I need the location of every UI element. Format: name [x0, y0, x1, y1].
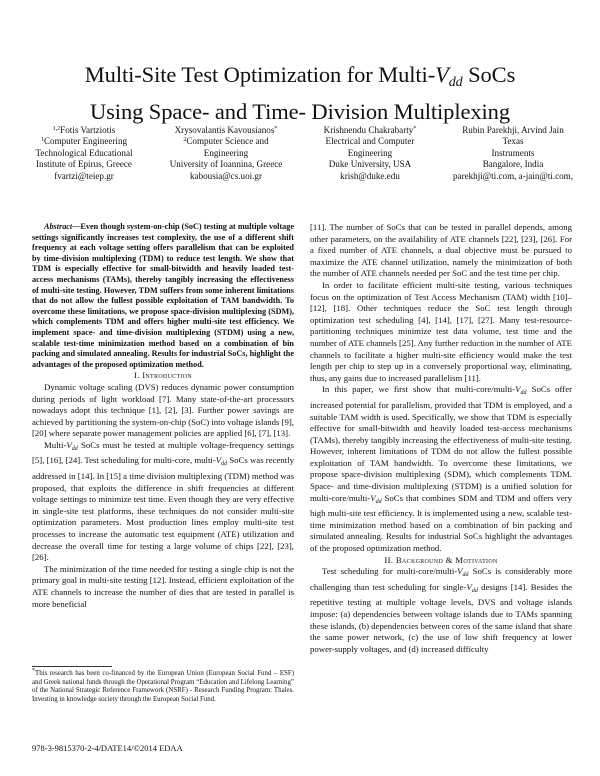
isbn-line: 978-3-9815370-2-4/DATE14/©2014 EDAA [32, 743, 183, 753]
section-heading-background: II. Background & Motivation [384, 554, 498, 565]
right-paragraph-1: [11]. The number of SoCs that can be tested in parallel depends, among other parameters, on the availability of ATE channels [22], [23], [26]. For a fixed number of ATE channels, a dual objective must be pursued to maximize the ATE channel utilization, namely the minimization of both the number of ATE channels needed per SoC and the test time per chip. [310, 222, 572, 279]
footnote-rule [32, 666, 112, 667]
author-1-email: fvartzi@teiep.gr [54, 170, 114, 181]
abstract: Abstract—Even though system-on-chip (SoC) testing at multiple voltage settings significantly increases test complexity, the use of a different shift frequency at each voltage setting offers parallelism that can be exploited by time-division multiplexing (TDM) to reduce test length. We show that TDM is especially effective for small-bitwidth and heavily loaded test-access mechanisms (TAMs), thereby tangibly increasing the effectiveness of multi-site testing. However, TDM suffers from some inherent limitations that do not allow the fullest possible exploitation of TAM bandwidth. To overcome these limitations, we propose space-division multiplexing (SDM), which complements TDM and offers higher multi-site test efficiency. We implement space- and time-division multiplexing (STDM) using a new, scalable test-time minimization method based on a combination of bin packing and simulated annealing. Results for industrial SoCs, highlight the advantages of the proposed optimization method. [32, 222, 294, 369]
intro-paragraph-3: The minimization of the time needed for testing a single chip is not the primary goal in multi-site testing [12]. Instead, efficient exploitation of the ATE channels to increase the number of dies that are tested in parallel is more beneficial [32, 563, 294, 609]
author-3-email: krish@duke.edu [340, 170, 400, 181]
right-paragraph-2: In order to facilitate efficient multi-site testing, various techniques focus on the optimization of Test Access Mechanism (TAM) width [10]–[12], [18]. Other techniques reduce the SoC test length through optimization test scheduling [4], [14], [17], [27]. Many test-resource-partitioning techniques minimize test data volume, test time and the number of ATE channels [25]. Any further reduction in the number of ATE channels to facilitate a higher multi-site efficiency would make the test length per chip to step up in a conversely proportional way, eliminating, thus, any gains due to increased parallelism [11]. [310, 279, 572, 383]
left-column [32, 222, 294, 610]
author-3: Krishnendu Chakrabarty* Electrical and Computer Engineering Duke University, USA krish@duke.edu [306, 125, 434, 182]
author-4-email: parekhji@ti.com, a-jain@ti.com, [452, 170, 574, 181]
section-heading-introduction: I. Introduction [133, 370, 193, 381]
right-paragraph-3: In this paper, we first show that multi-$core/multi-V_{dd}$ SoCs offer increased potential for parallelism, provided that TDM is employed, and a suitable TAM width is used. Specifically, we show that TDM is especially effective for small-bitwidth and heavily loaded test-access mechanisms (TAMs), thereby tangibly increasing the effectiveness of multi-site testing. However, inherent limitations of TDM do not allow the fullest possible exploitation of TAM bandwidth. To overcome these limitations, we propose space-division multiplexing (SDM), which complements TDM. Space- and time-division multiplexing (STDM) is a unified solution for multi-$core/multi-V_{dd}$ SoCs that combines SDM and TDM and offers very high multi-site test efficiency. It is implemented using a new, scalable test-time minimization method based on a combination of bin packing and simulated annealing. Results for industrial SoCs highlight the advantages of the proposed optimization method. [310, 384, 573, 554]
intro-paragraph-2: Multi-$V_{dd}$ SoCs must be tested at multiple voltage-frequency settings [5], [16], [24]. Test scheduling for multi-core, multi-$V_{dd}$ SoCs was recently addressed in [14]. In [15] a time division multiplexing (TDM) method was proposed, that exploits the difference in shift frequencies at different voltage settings to minimize test time. Even though they are very effective in single-site test platforms, these techniques do not consider multi-site optimization parameters. Most production lines employ multi-site test processes to increase the automatic test equipment (ATE) utilization and decrease the overall time for testing a large volume of chips [22], [23], [26]. [32, 439, 294, 563]
title-line-2: Using Space- and Time- Division Multiplexing [90, 99, 510, 124]
right-column [310, 222, 572, 655]
intro-paragraph-1: Dynamic voltage scaling (DVS) reduces dynamic power consumption during periods of light workload [7]. Many state-of-the-art processors nowadays adopt this technique [1], [2], [3]. Further power savings are achieved by partitioning the system-on-chip (SoC) into voltage islands [9], [20] where separate power management policies are applied [6], [7], [13]. [32, 381, 294, 439]
author-2-email: kabousia@cs.uoi.gr [189, 170, 263, 181]
footnote: *This research has been co-financed by the European Union (European Social Fund – ESF) and Greek national funds through the Operational Program “Education and Lifelong Learning” of the National Strategic Reference Framework (NSRF) - Research Funding Program: Thales. Investing in knowledge society through the European Social Fund. [32, 668, 294, 703]
author-1: $^{1,2}$Fotis Vartziotis $^1$Computer Engineering Technological Educational Institute of Epirus, Greece fvartzi@teiep.gr [18, 125, 150, 182]
paper-title [30, 60, 570, 126]
author-4: Rubin Parekhji, Arvind Jain Texas Instruments Bangalore, India parekhji@ti.com, a-jain@ti.com, [438, 125, 588, 182]
title-line-1: Multi-Site Test Optimization for Multi-$V_{dd}$ SoCs [84, 62, 516, 90]
author-2: Xrysovalantis Kavousianos* $^2$Computer Science and Engineering University of Ioannina, Greece kabousia@cs.uoi.gr [152, 125, 300, 182]
background-paragraph-1: Test scheduling for multi-$core/multi-V_{dd}$ SoCs is considerably more challenging than test scheduling for single-$V_{dd}$ designs [14]. Besides the repetitive testing at multiple voltage levels, DVS and voltage islands impose: (a) dependencies between voltage islands due to TAMs spanning these islands, (b) dependencies between cores of the same island that share the same power network, (c) the use of low shift frequency at lower power-supply voltages, and (d) increased difficulty [310, 566, 572, 654]
